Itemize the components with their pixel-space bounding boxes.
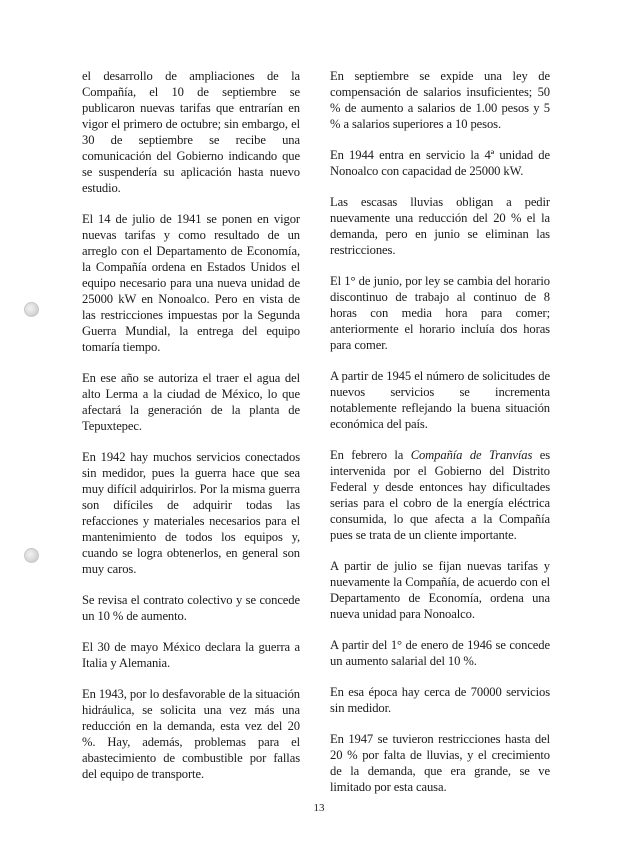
paragraph-text: es intervenida por el Gobierno del Distrito Federal y desde entonces hay dificultades serias para el cobro de la energía eléctrica consumida, lo que afecta a la Compañía pues se trata de un cliente importante. <box>330 448 550 542</box>
paragraph: En ese año se autoriza el traer el agua del alto Lerma a la ciudad de México, lo que afectará la generación de la planta de Tepuxtepec. <box>82 371 300 433</box>
left-column <box>82 68 300 797</box>
paragraph <box>330 68 550 132</box>
right-column <box>330 68 550 810</box>
paragraph-text: A partir de julio se fijan nuevas tarifas y nuevamente la Compañía, de acuerdo con el Departamento de Economía, ordena una nueva unidad para Nonoalco. <box>330 559 550 621</box>
company-name-italic: Compañía de Tranvías <box>410 448 533 462</box>
paragraph: el desarrollo de ampliaciones de la Compañía, el 10 de septiembre se publicaron nuevas tarifas que entrarían en vigor el primero de octubre; sin embargo, el 30 de septiembre se recibe una comunicación del Gobierno indicando que se suspendería su aplicación hasta nuevo estudio. <box>82 69 300 195</box>
paragraph-text: A partir del 1° de enero de 1946 se concede un aumento salarial del 10 %. <box>330 638 550 668</box>
paragraph-text: En 1947 se tuvieron restricciones hasta del 20 % por falta de lluvias, y el crecimiento de la demanda, que era grande, se ve limitado por esta causa. <box>330 732 550 794</box>
paragraph-text: A partir de 1945 el número de solicitudes de nuevos servicios se incrementa notablemente reflejando la buena situación económica del país. <box>330 369 550 431</box>
paragraph <box>330 558 550 622</box>
paragraph <box>330 147 550 179</box>
paragraph <box>330 368 550 432</box>
paragraph <box>330 637 550 669</box>
paragraph-text: En febrero la <box>330 448 411 462</box>
paragraph: En 1943, por lo desfavorable de la situación hidráulica, se solicita una vez más una reducción en la demanda, esta vez del 20 %. Hay, además, problemas para el abastecimiento de combustible por fallas del equipo de transporte. <box>82 687 300 781</box>
paragraph <box>330 684 550 716</box>
paragraph-text: En septiembre se expide una ley de compensación de salarios insuficientes; 50 % de aumento a salarios de 1.00 pesos y 5 % a salarios superiores a 10 pesos. <box>330 69 550 131</box>
paragraph: Se revisa el contrato colectivo y se concede un 10 % de aumento. <box>82 593 300 623</box>
paragraph <box>330 731 550 795</box>
paragraph: En 1942 hay muchos servicios conectados sin medidor, pues la guerra hace que sea muy difícil adquirirlos. Por la misma guerra son difíciles de adquirir todas las refacciones y materiales necesarios para el mantenimiento de todos los equipos y, cuando se logra obtenerlos, en general son muy caros. <box>82 450 300 576</box>
paragraph: El 14 de julio de 1941 se ponen en vigor nuevas tarifas y como resultado de un arreglo con el Departamento de Economía, la Compañía ordena en Estados Unidos el equipo necesario para una nueva unidad de 25000 kW en Nonoalco. Pero en vista de las restricciones impuestas por la Segunda Guerra Mundial, la entrega del equipo tomaría tiempo. <box>82 212 300 354</box>
punch-hole-icon <box>24 302 39 317</box>
paragraph-text: El 1° de junio, por ley se cambia del horario discontinuo de trabajo al continuo de 8 horas con media hora para comer; anteriormente el horario incluía dos horas para comer. <box>330 274 550 352</box>
paragraph: El 30 de mayo México declara la guerra a Italia y Alemania. <box>82 640 300 670</box>
paragraph-text: Las escasas lluvias obligan a pedir nuevamente una reducción del 20 % el la demanda, pero en junio se eliminan las restricciones. <box>330 195 550 257</box>
paragraph-text: En 1944 entra en servicio la 4ª unidad de Nonoalco con capacidad de 25000 kW. <box>330 148 550 178</box>
paragraph <box>330 447 550 543</box>
punch-hole-icon <box>24 548 39 563</box>
paragraph <box>330 273 550 353</box>
paragraph <box>330 194 550 258</box>
paragraph-text: En esa época hay cerca de 70000 servicios sin medidor. <box>330 685 550 715</box>
page-number: 13 <box>313 802 325 814</box>
